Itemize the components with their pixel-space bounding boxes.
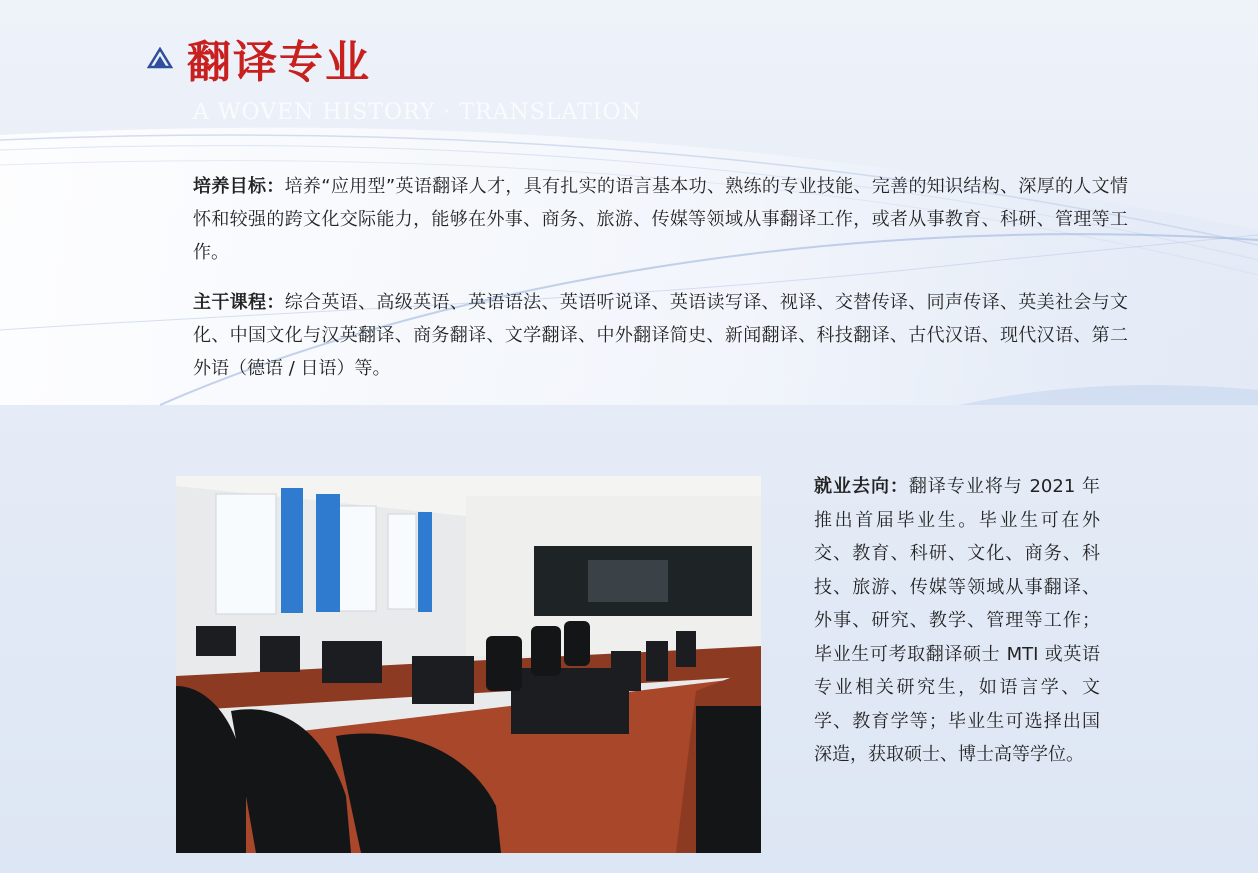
career-paragraph: [814, 470, 1100, 772]
career-text: 翻译专业将与 2021 年推出首届毕业生。毕业生可在外交、教育、科研、文化、商务、科技、旅游、传媒等领域从事翻译、外事、研究、教学、管理等工作；毕业生可考取翻译硕士 MTI 或英语专业相关研究生，如语言学、文学、教育学等；毕业生可选择出国深造，获取硕士、博士高等学位。: [814, 476, 1100, 765]
career-label: 就业去向：: [814, 476, 909, 497]
ghost-subtitle: A WOVEN HISTORY · TRANSLATION: [193, 100, 642, 125]
courses-text: 综合英语、高级英语、英语语法、英语听说译、英语读写译、视译、交替传译、同声传译、英美社会与文化、中国文化与汉英翻译、商务翻译、文学翻译、中外翻译简史、新闻翻译、科技翻译、古代汉语、现代汉语、第二外语（德语 / 日语）等。: [193, 292, 1128, 379]
page-title: 翻译专业: [187, 37, 371, 88]
objective-label: 培养目标：: [193, 176, 285, 197]
section-header: [147, 26, 371, 90]
courses-label: 主干课程：: [193, 292, 285, 313]
objective-text: 培养“应用型”英语翻译人才，具有扎实的语言基本功、熟练的专业技能、完善的知识结构、深厚的人文情怀和较强的跨文化交际能力，能够在外事、商务、旅游、传媒等领域从事翻译工作，或者从事教育、科研、管理等工作。: [193, 176, 1128, 263]
triangle-chevron-icon: [147, 47, 173, 69]
objective-paragraph: [193, 170, 1128, 269]
classroom-photo: [176, 476, 761, 853]
courses-paragraph: [193, 286, 1128, 385]
